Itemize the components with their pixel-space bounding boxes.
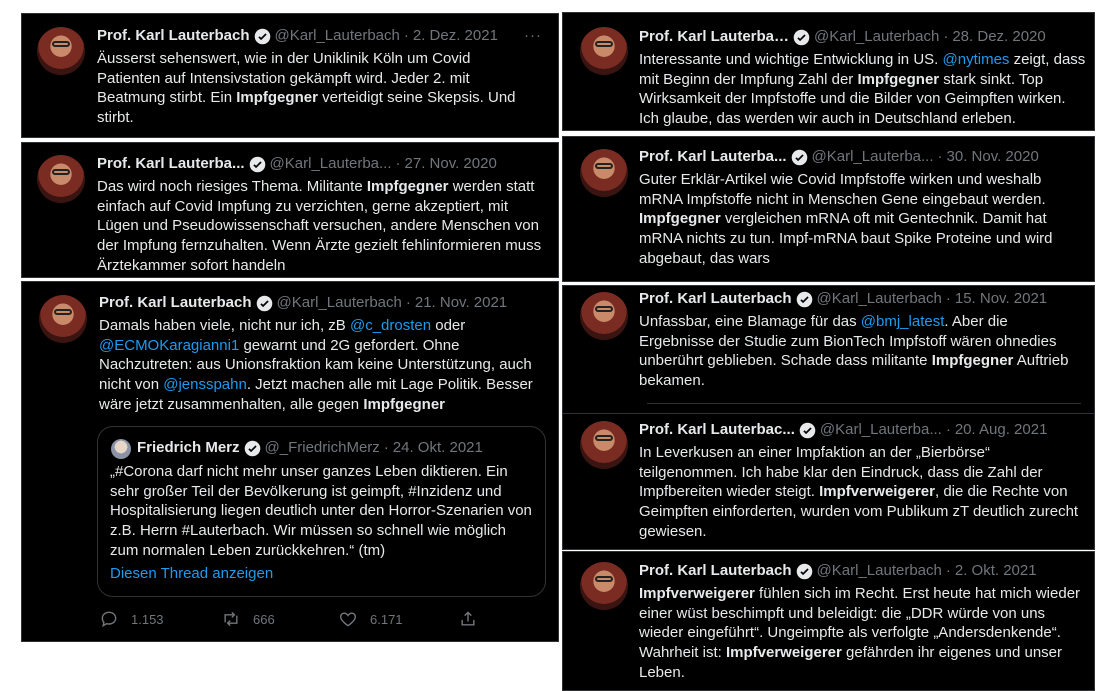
quote-author-name: Friedrich Merz [137,439,240,456]
reply-count: 1.153 [131,611,164,627]
author-handle: @Karl_Lauterbach [816,290,942,307]
author-handle: @Karl_Lauterbach [274,27,400,44]
verified-badge-icon [799,422,816,439]
tweet-actions [99,609,490,629]
avatar[interactable] [580,27,628,75]
author-handle: @Karl_Lauterba... [269,155,392,172]
author-name[interactable]: Prof. Karl Lauterba... [97,155,245,172]
tweet-header [639,289,1079,309]
quoted-tweet[interactable] [97,426,546,597]
separator: · [383,439,389,456]
author-handle: @Karl_Lauterbach [276,294,402,311]
verified-badge-icon [256,295,273,312]
tweet-date[interactable]: 20. Aug. 2021 [954,421,1048,438]
retweet-icon [221,609,241,629]
quote-text: „#Corona darf nicht mehr unser ganzes Leben diktieren. Ein sehr großer Teil der Bevölkerung ist geimpft, #Inzidenz und Hospitalisierung liegen deutlich unter den Horror-Szenarien von z.B. Herrn #Lauterbach. Wir müssen so schnell wie möglich zum normalen Leben zurückkehren.“ (tm) [110,463,532,559]
avatar[interactable] [37,155,85,203]
avatar[interactable] [580,149,628,197]
like-button[interactable] [338,609,458,629]
retweet-button[interactable] [221,609,338,629]
tweet-card[interactable] [562,285,1095,415]
tweet-card[interactable] [21,142,559,278]
quote-author-handle: @_FriedrichMerz [264,439,380,456]
tweet-card[interactable] [562,12,1095,131]
avatar[interactable] [580,421,628,469]
author-name[interactable]: Prof. Karl Lauterbach [99,294,252,311]
verified-badge-icon [244,440,261,457]
share-icon [458,609,478,629]
divider [647,403,1081,404]
tweet-text: Damals haben viele, nicht nur ich, zB @c_drosten oder @ECMOKaragianni1 gewarnt und 2G gefordert. Ohne Nachzutreten: aus Unionsfraktion kam keine Unterstützung, auch nicht von @jensspahn. Jetzt machen alle mit Lage Politik. Besser wäre jetzt zusammenhalten, alle gegen Impfgegner [99,317,533,413]
tweet-text: Äusserst sehenswert, wie in der Uniklinik Köln um Covid Patienten auf Intensivstation gekämpft wird. Jeder 2. mit Beatmung stirbt. Ein Impfgegner verteidigt seine Skepsis. Und stirbt. [97,50,516,127]
tweet-text: Unfassbar, eine Blamage für das @bmj_latest. Aber die Ergebnisse der Studie zum BionTech Impfstoff wären ohnedies unberührt geblieben. Schade dass militante Impfgegner Auftrieb bekamen. [639,313,1069,390]
show-thread-link[interactable]: Diesen Thread anzeigen [110,565,274,582]
tweet-header [639,561,1079,581]
tweet-text: Das wird noch riesiges Thema. Militante Impfgegner werden statt einfach auf Covid Impfung zu verzichten, gerne akzeptiert, mit Lügen und Pseudowissenschaft versuchen, andere Menschen von der Impfung fernzuhalten. Wenn Ärzte gezielt fehlinformieren muss Ärztekammer sofort handeln [97,178,542,274]
verified-badge-icon [254,28,271,45]
avatar[interactable] [39,295,87,343]
author-handle: @Karl_Lauterba... [811,148,934,165]
avatar[interactable] [580,562,628,610]
tweet-header [639,147,1079,167]
author-name[interactable]: Prof. Karl Lauterbac... [639,421,795,438]
quote-date: 24. Okt. 2021 [392,439,483,456]
verified-badge-icon [249,156,266,173]
tweet-text: Guter Erklär-Artikel wie Covid Impfstoffe wirken und weshalb mRNA Impfstoffe nicht in Menschen Gene eingebaut werden. Impfgegner vergleichen mRNA oft mit Gentechnik. Damit hat mRNA nichts zu tun. Impf-mRNA baut Spike Proteine und wird abgebaut, das wars [639,171,1053,267]
mention-link[interactable]: @ECMOKaragianni1 [99,336,240,354]
tweet-card[interactable] [21,13,559,138]
mention-link[interactable]: @jensspahn [163,376,247,394]
author-handle: @Karl_Lauterba... [819,421,942,438]
tweet-date[interactable]: 15. Nov. 2021 [954,290,1048,307]
tweet-text: In Leverkusen an einer Impfaktion an der „Bierbörse“ teilgenommen. Ich habe klar den Eindruck, dass die Zahl der Impfbereiten wieder steigt. Impfverweigerer, die die Rechte von Geimpften einforderten, wurden vom Publikum zT deutlich zurecht gewiesen. [639,444,1079,540]
author-name[interactable]: Prof. Karl Lauterba... [639,148,787,165]
verified-badge-icon [791,149,808,166]
tweet-header [97,26,517,46]
like-count: 6.171 [370,611,403,627]
tweet-date[interactable]: 21. Nov. 2021 [414,294,508,311]
tweet-header [639,27,1079,47]
tweet-date[interactable]: 28. Dez. 2020 [952,28,1046,45]
more-options-icon[interactable]: ··· [524,27,542,44]
tweet-header [97,154,517,174]
tweet-card[interactable] [21,281,559,642]
tweet-text: Interessante und wichtige Entwicklung in US. @nytimes zeigt, dass mit Beginn der Impfung Zahl der Impfgegner stark sinkt. Top Wirksamkeit der Impfstoffe und die Bilder von Geimpften wirken. Ich glaube, das werden wir auch in Deutschland erleben. [639,51,1086,128]
verified-badge-icon [793,29,810,46]
mention-link[interactable]: @nytimes [942,51,1010,68]
retweet-count: 666 [253,611,275,627]
quote-avatar [111,439,131,459]
separator: · [943,28,949,45]
verified-badge-icon [796,291,813,308]
separator: · [937,148,943,165]
separator: · [405,294,411,311]
avatar[interactable] [580,292,628,340]
tweet-card[interactable] [562,551,1095,691]
separator: · [945,290,951,307]
tweet-header [99,293,539,313]
separator: · [945,562,951,579]
separator: · [395,155,401,172]
author-name[interactable]: Prof. Karl Lauterbach [639,290,792,307]
tweet-date[interactable]: 2. Okt. 2021 [954,562,1037,579]
share-button[interactable] [458,609,490,629]
author-name[interactable]: Prof. Karl Lauterbach [97,27,250,44]
author-name[interactable]: Prof. Karl Lauterbach [639,562,792,579]
avatar[interactable] [37,27,85,75]
author-name[interactable]: Prof. Karl Lauterba… [639,28,790,45]
reply-icon [99,609,119,629]
separator: · [403,27,409,44]
author-handle: @Karl_Lauterbach [814,28,940,45]
tweet-date[interactable]: 30. Nov. 2020 [946,148,1039,165]
tweet-card[interactable] [562,136,1095,282]
author-handle: @Karl_Lauterbach [816,562,942,579]
tweet-text: Impfverweigerer fühlen sich im Recht. Erst heute hat mich wieder einer wüst beschimpft und beleidigt: die „DDR würde von uns wieder eingeführt“. Ungeimpfte als verfolgte „Andersdenkende“. Wahrheit ist: Impfverweigerer gefährden ihr eigenes und unser Leben. [639,585,1081,681]
quote-header [137,438,537,458]
verified-badge-icon [796,563,813,580]
tweet-date[interactable]: 27. Nov. 2020 [404,155,497,172]
mention-link[interactable]: @c_drosten [349,317,432,334]
reply-button[interactable] [99,609,221,629]
tweet-date[interactable]: 2. Dez. 2021 [412,27,498,44]
separator: · [945,421,951,438]
tweet-card[interactable] [562,413,1095,550]
heart-icon [338,609,358,629]
tweet-header [639,420,1079,440]
mention-link[interactable]: @bmj_latest [860,313,945,330]
